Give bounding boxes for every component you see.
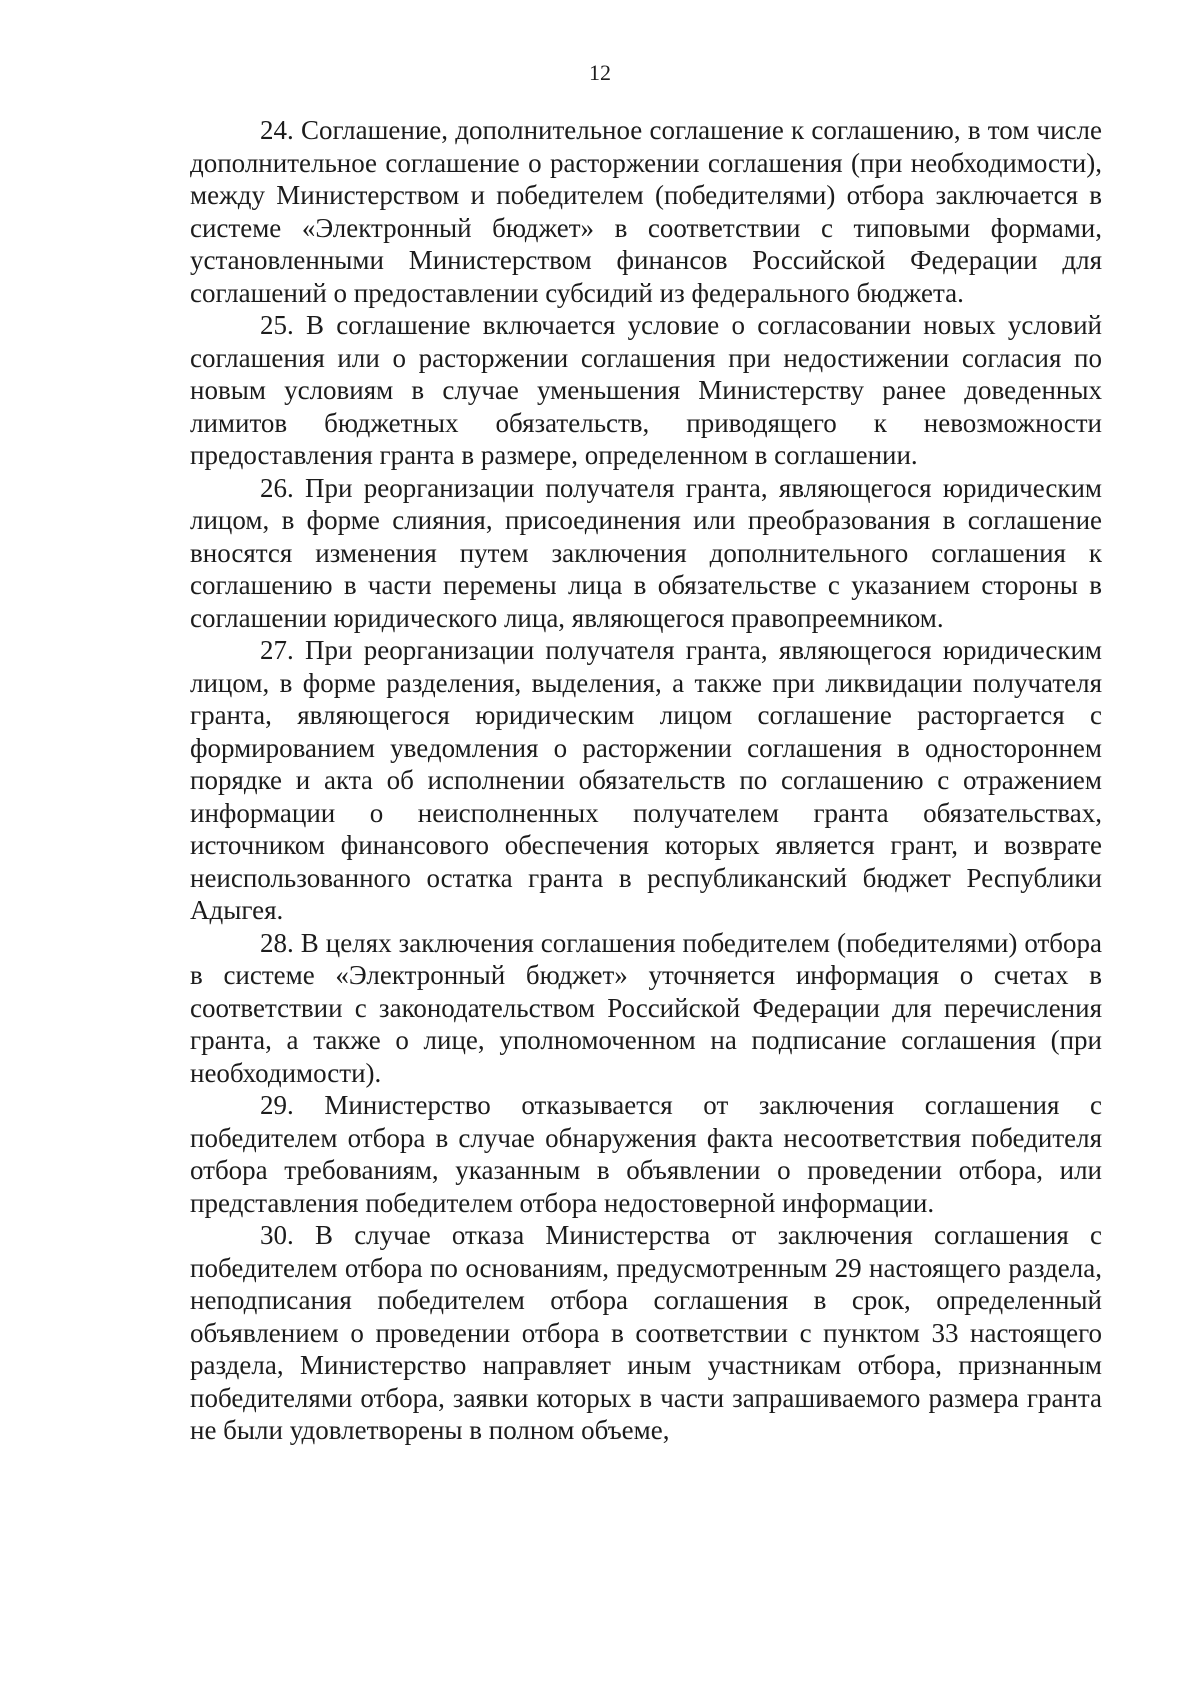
paragraph-25: 25. В соглашение включается условие о согласовании новых условий соглашения или о расторжении соглашения при недостижении согласия по новым условиям в случае уменьшения Министерству ранее доведенных лимитов бюджетных обязательств, приводящего к невозможности предоставления гранта в размере, определенном в соглашении. (190, 310, 1102, 470)
paragraph-29: 29. Министерство отказывается от заключения соглашения с победителем отбора в случае обнаружения факта несоответствия победителя отбора требованиям, указанным в объявлении о проведении отбора, или представления победителем отбора недостоверной информации. (190, 1090, 1102, 1218)
paragraph-24: 24. Соглашение, дополнительное соглашение к соглашению, в том числе дополнительное соглашение о расторжении соглашения (при необходимости), между Министерством и победителем (победителями) отбора заключается в системе «Электронный бюджет» в соответствии с типовыми формами, установленными Министерством финансов Российской Федерации для соглашений о предоставлении субсидий из федерального бюджета. (190, 115, 1102, 308)
paragraph-28: 28. В целях заключения соглашения победителем (победителями) отбора в системе «Электронный бюджет» уточняется информация о счетах в соответствии с законодательством Российской Федерации для перечисления гранта, а также о лице, уполномоченном на подписание соглашения (при необходимости). (190, 927, 1102, 1088)
paragraph-27: 27. При реорганизации получателя гранта, являющегося юридическим лицом, в форме разделения, выделения, а также при ликвидации получателя гранта, являющегося юридическим лицом соглашение расторгается с формированием уведомления о расторжении соглашения в одностороннем порядке и акта об исполнении обязательств по соглашению с отражением информации о неисполненных получателем гранта обязательствах, источником финансового обеспечения которых является грант, и возврате неиспользованного остатка гранта в республиканский бюджет Республики Адыгея. (190, 635, 1102, 925)
paragraph-30: 30. В случае отказа Министерства от заключения соглашения с победителем отбора по основаниям, предусмотренным 29 настоящего раздела, неподписания победителем отбора соглашения в срок, определенный объявлением о проведении отбора в соответствии с пунктом 33 настоящего раздела, Министерство направляет иным участникам отбора, признанным победителями отбора, заявки которых в части запрашиваемого размера гранта не были удовлетворены в полном объеме, (190, 1220, 1102, 1445)
document-body (190, 114, 1102, 1447)
paragraph-26: 26. При реорганизации получателя гранта, являющегося юридическим лицом, в форме слияния, присоединения или преобразования в соглашение вносятся изменения путем заключения дополнительного соглашения к соглашению в части перемены лица в обязательстве с указанием стороны в соглашении юридического лица, являющегося правопреемником. (190, 472, 1102, 633)
page-number: 12 (589, 60, 611, 85)
